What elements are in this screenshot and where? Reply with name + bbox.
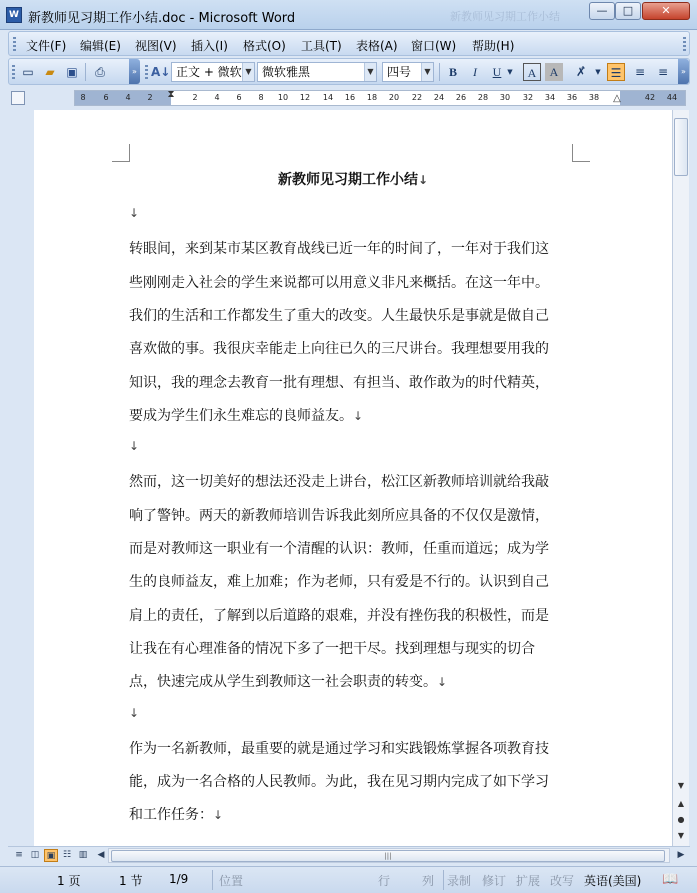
- line-text: 我们的生活和工作都发生了重大的改变。人生最快乐是事就是做自己: [129, 307, 549, 324]
- ruler-tick: 2: [147, 93, 153, 102]
- ruler-tick: 16: [344, 93, 356, 102]
- ruler-tick: 8: [80, 93, 86, 102]
- paragraph-line: [129, 605, 549, 625]
- ruler-tick: 8: [258, 93, 264, 102]
- chevron-down-icon[interactable]: ▼: [364, 63, 376, 81]
- ruler-bar: [8, 88, 690, 108]
- ruler-tick: 14: [322, 93, 334, 102]
- menu-bar: [8, 31, 690, 56]
- scroll-left-arrow-icon[interactable]: ◀: [97, 850, 105, 860]
- paragraph-line: [129, 771, 549, 791]
- font-select[interactable]: [257, 62, 377, 82]
- line-text: 响了警钟。两天的新教师培训告诉我此刻所应具备的不仅仅是激情，: [129, 507, 549, 524]
- char-border-button[interactable]: A: [523, 63, 541, 81]
- right-indent-marker[interactable]: △: [613, 93, 621, 104]
- vertical-scrollbar[interactable]: [672, 110, 689, 846]
- ruler-tick: 6: [103, 93, 109, 102]
- align-right-icon[interactable]: ≡: [657, 65, 669, 79]
- line-text: 让我在有心理准备的情况下多了一把干尽。找到理想与现实的切合: [129, 640, 535, 657]
- ruler-tick: 10: [277, 93, 289, 102]
- select-browse-object-icon[interactable]: ●: [677, 815, 685, 824]
- paragraph-line: [129, 338, 549, 358]
- align-justify-icon[interactable]: ☰: [607, 63, 625, 81]
- scroll-down-arrow-icon[interactable]: ▼: [677, 781, 685, 790]
- spelling-check-icon[interactable]: 📖: [662, 872, 679, 887]
- status-separator: [212, 870, 213, 890]
- status-record[interactable]: 录制: [447, 874, 472, 888]
- menu-table[interactable]: 表格(A): [356, 39, 398, 53]
- paragraph-line: [129, 505, 549, 525]
- empty-paragraph: [129, 438, 139, 454]
- document-page[interactable]: [34, 110, 672, 846]
- paragraph-line: [129, 305, 549, 325]
- font-size-value: 四号: [387, 65, 412, 79]
- status-track-changes[interactable]: 修订: [482, 874, 507, 888]
- line-text: 而是对教师这一职业有一个清醒的认识：教师，任重而道远；成为学: [129, 541, 549, 557]
- ruler-tick: 44: [666, 93, 678, 102]
- paragraph-line: [129, 372, 549, 392]
- toolbar-grip-handle[interactable]: [12, 65, 15, 79]
- next-page-icon[interactable]: ▼: [677, 831, 685, 840]
- previous-page-icon[interactable]: ▲: [677, 799, 685, 808]
- ruler-tick: 26: [455, 93, 467, 102]
- status-separator: [443, 870, 444, 890]
- styles-pane-icon[interactable]: A↓: [151, 65, 171, 79]
- line-text: 些刚刚走入社会的学生来说都可以用意义非凡来概括。在这一年中。: [129, 274, 549, 291]
- open-folder-icon[interactable]: ▰: [45, 65, 55, 79]
- char-shading-button[interactable]: A: [545, 63, 563, 81]
- line-text: 转眼间，来到某市某区教育战线已近一年的时间了，一年对于我们这: [129, 241, 549, 258]
- toolbar-separator: [85, 63, 86, 81]
- minimize-button[interactable]: —: [589, 2, 615, 20]
- new-document-icon[interactable]: ▭: [22, 65, 34, 79]
- paragraph-mark: ↓: [353, 408, 364, 423]
- horizontal-scrollbar[interactable]: [108, 848, 670, 863]
- line-text: 能，成为一名合格的人民教师。为此，我在见习期内完成了如下学习: [129, 774, 549, 791]
- paragraph-mark: ↓: [129, 705, 140, 720]
- ruler-tick: 32: [522, 93, 534, 102]
- menu-edit[interactable]: 编辑(E): [80, 39, 121, 53]
- status-extend[interactable]: 扩展: [516, 874, 541, 888]
- status-language[interactable]: 英语(美国): [584, 874, 642, 888]
- ruler-tick: 24: [433, 93, 445, 102]
- paragraph-mark: ↓: [129, 206, 140, 220]
- crop-mark-top-left: [112, 144, 130, 162]
- paragraph-line: [129, 571, 549, 591]
- ruler-tick: 18: [366, 93, 378, 102]
- line-text: 要成为学生们永生难忘的良师益友。: [129, 407, 353, 424]
- chevron-down-icon[interactable]: ▼: [242, 63, 254, 81]
- print-layout-icon[interactable]: ▣: [44, 849, 58, 862]
- status-section: 1 节: [119, 874, 143, 888]
- ruler-tick: 36: [566, 93, 578, 102]
- empty-paragraph: [129, 205, 139, 221]
- paragraph-line: [129, 638, 535, 658]
- vertical-scroll-thumb[interactable]: [674, 118, 688, 176]
- font-value: 微软雅黑: [262, 65, 311, 79]
- menu-end-grip: [683, 37, 686, 51]
- underline-dropdown-icon[interactable]: ▼: [507, 68, 513, 76]
- horizontal-scroll-thumb[interactable]: |||: [111, 850, 665, 862]
- status-bar: [0, 866, 697, 893]
- line-text: 然而，这一切美好的想法还没走上讲台，松江区新教师培训就给我敲: [129, 474, 549, 491]
- line-text: 作为一名新教师，最重要的就是通过学习和实践锻炼掌握各项教育技: [129, 740, 549, 757]
- line-text: 知识，我的理念去教育一批有理想、有担当、敢作敢为的时代精英，: [129, 374, 549, 391]
- paragraph-line: [129, 671, 447, 691]
- ruler-tick: 30: [499, 93, 511, 102]
- crop-mark-top-right: [572, 144, 590, 162]
- line-text: 肩上的责任，了解到以后道路的艰难，并没有挫伤我的积极性，而是: [129, 607, 549, 624]
- italic-button[interactable]: I: [473, 65, 477, 79]
- phonetic-guide-icon[interactable]: ✗̂: [575, 65, 587, 79]
- menu-file[interactable]: 文件(F): [26, 39, 67, 53]
- close-button[interactable]: ✕: [642, 2, 690, 20]
- menu-format[interactable]: 格式(O): [243, 39, 286, 53]
- toolbar-separator: [439, 63, 440, 81]
- ruler-tick: 38: [588, 93, 600, 102]
- toolbar2-overflow-chevron[interactable]: »: [678, 59, 689, 84]
- horizontal-ruler[interactable]: [74, 90, 686, 106]
- empty-paragraph: [129, 705, 139, 721]
- paragraph-mark: ↓: [437, 675, 448, 690]
- menu-tools[interactable]: 工具(T): [301, 39, 342, 53]
- word-app-icon[interactable]: W: [6, 7, 22, 23]
- style-value: 正文 + 微软: [176, 65, 242, 79]
- bold-button[interactable]: B: [448, 65, 457, 79]
- paragraph-line: [129, 272, 549, 292]
- left-page-margin: [8, 110, 34, 846]
- paragraph-line: [129, 538, 549, 558]
- paragraph-line: [129, 471, 549, 491]
- first-line-indent-marker[interactable]: ⧗: [167, 89, 175, 100]
- ruler-tick: 4: [214, 93, 220, 102]
- ruler-tick: 28: [477, 93, 489, 102]
- menu-view[interactable]: 视图(V): [135, 39, 177, 53]
- paragraph-line: [129, 804, 223, 824]
- ruler-tick: 20: [388, 93, 400, 102]
- ruler-tick: 34: [544, 93, 556, 102]
- paragraph-line: [129, 738, 549, 758]
- status-page: 1 页: [57, 874, 81, 888]
- status-position: 位置: [219, 874, 244, 888]
- align-center-icon[interactable]: ≡: [634, 65, 646, 79]
- line-text: 喜欢做的事。我很庆幸能走上向往已久的三尺讲台。我理想要用我的: [129, 341, 549, 358]
- status-overtype[interactable]: 改写: [550, 874, 575, 888]
- print-icon[interactable]: ⎙: [95, 65, 105, 79]
- horizontal-scroll-bar-area: [8, 846, 690, 864]
- paragraph-line: [129, 405, 363, 425]
- normal-view-icon[interactable]: ≡: [15, 850, 23, 860]
- outline-view-icon[interactable]: ☷: [62, 850, 72, 860]
- status-line: 行: [378, 874, 391, 888]
- toolbar-overflow-chevron[interactable]: »: [129, 59, 140, 84]
- document-title: 新教师见习期工作小结↓: [277, 172, 429, 188]
- save-disk-icon[interactable]: ▣: [66, 65, 78, 79]
- title-bar: [0, 0, 697, 30]
- chevron-down-icon[interactable]: ▼: [421, 63, 433, 81]
- scroll-right-arrow-icon[interactable]: ▶: [677, 850, 685, 860]
- ruler-tick: 6: [236, 93, 242, 102]
- status-column: 列: [422, 874, 435, 888]
- style-select[interactable]: [171, 62, 255, 82]
- paragraph-line: [129, 238, 549, 258]
- phonetic-dropdown-icon[interactable]: ▼: [595, 68, 601, 76]
- underline-button[interactable]: U: [492, 65, 502, 79]
- menu-grip-handle[interactable]: [13, 37, 16, 51]
- web-view-icon[interactable]: ◫: [30, 850, 40, 860]
- font-size-select[interactable]: [382, 62, 434, 82]
- tab-stop-selector[interactable]: [11, 91, 25, 105]
- maximize-button[interactable]: □: [615, 2, 641, 20]
- menu-help[interactable]: 帮助(H): [472, 39, 515, 53]
- ruler-tick: 22: [411, 93, 423, 102]
- paragraph-mark: ↓: [129, 439, 140, 454]
- ruler-tick: 2: [192, 93, 198, 102]
- ruler-tick: 4: [125, 93, 131, 102]
- line-text: 点，快速完成从学生到教师这一社会职责的转变。: [129, 674, 437, 691]
- ruler-tick: 12: [299, 93, 311, 102]
- status-page-of: 1/9: [169, 872, 189, 886]
- paragraph-mark: ↓: [213, 808, 224, 823]
- menu-insert[interactable]: 插入(I): [191, 39, 228, 53]
- ruler-tick: 42: [644, 93, 656, 102]
- window-title-reflection: 新教师见习期工作小结: [450, 10, 560, 23]
- reading-view-icon[interactable]: ▥: [78, 850, 88, 860]
- ruler-left-margin: [75, 91, 171, 105]
- formatting-toolbar: [8, 58, 690, 85]
- line-text: 和工作任务：: [129, 807, 213, 824]
- window-title: 新教师见习期工作小结.doc - Microsoft Word: [28, 11, 296, 26]
- line-text: 生的良师益友，难上加难；作为老师，只有爱是不行的。认识到自己: [129, 574, 549, 591]
- toolbar2-grip-handle[interactable]: [145, 65, 148, 79]
- menu-window[interactable]: 窗口(W): [411, 39, 457, 53]
